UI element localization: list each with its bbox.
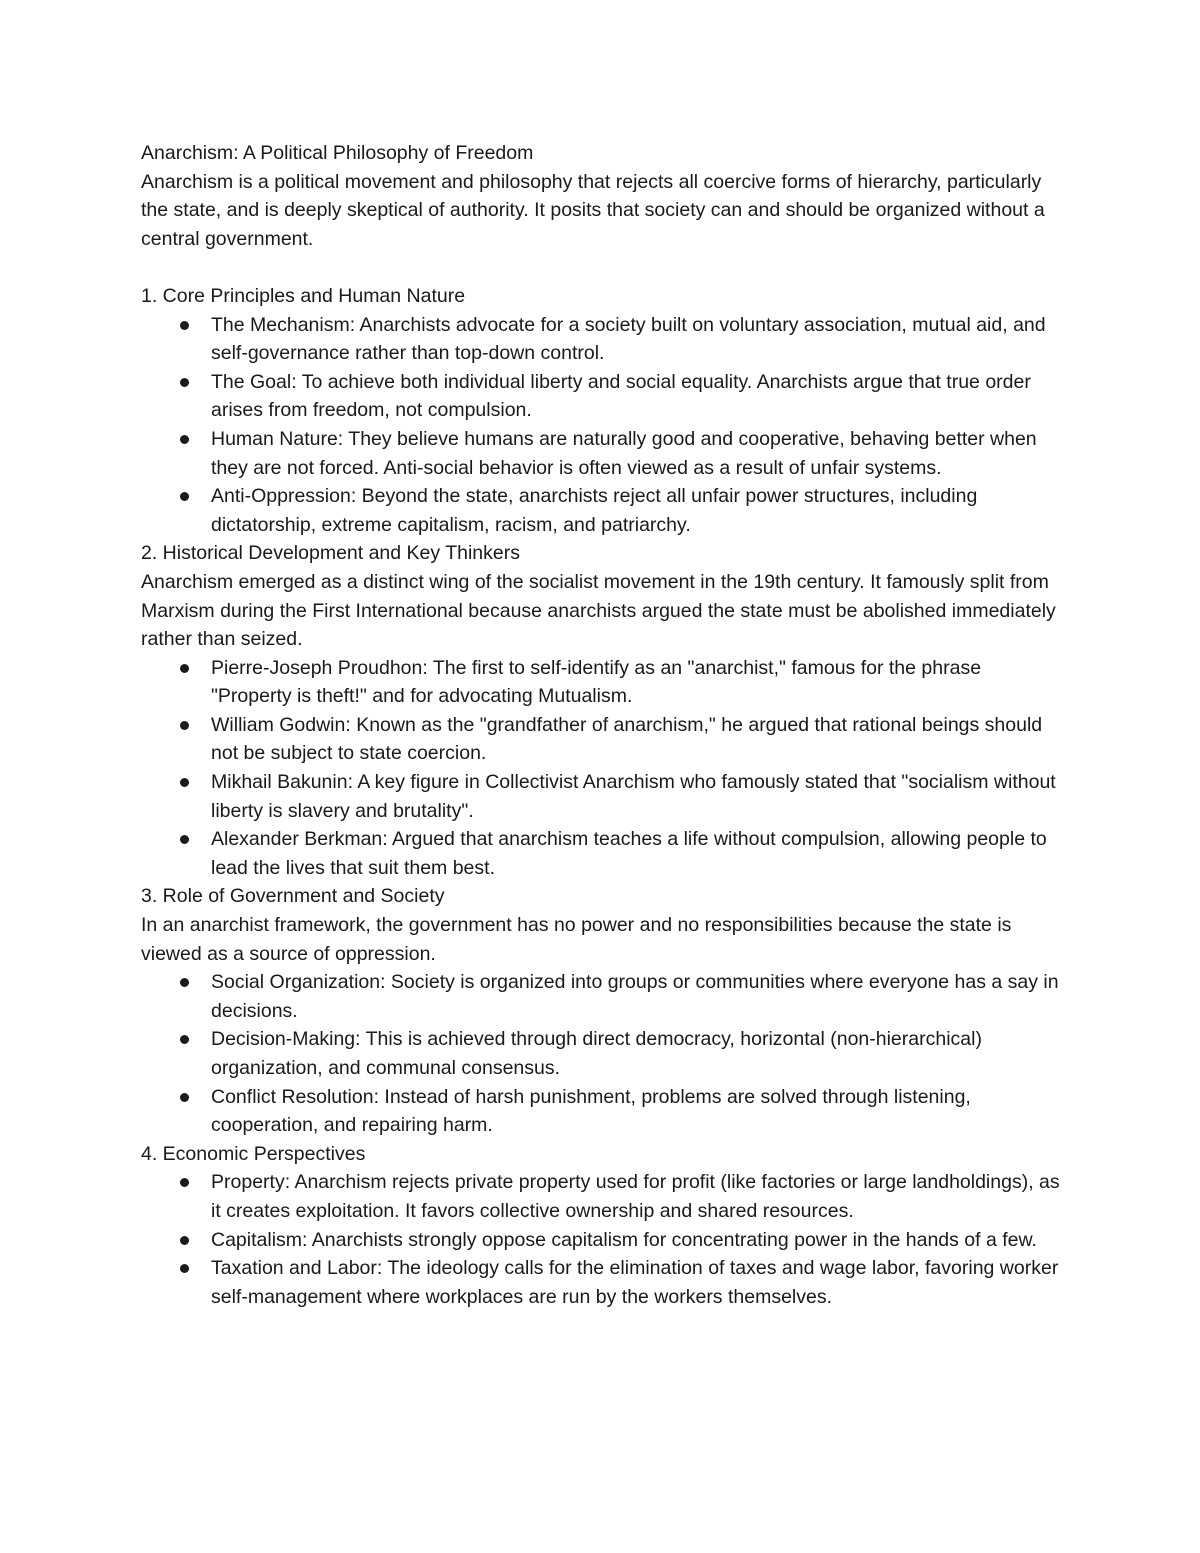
list-item-text: Pierre-Joseph Proudhon: The first to self-identify as an "anarchist," famous for the phrase "Property is theft!" and for advocating Mutualism.: [211, 656, 982, 708]
list-item-text: The Mechanism: Anarchists advocate for a society built on voluntary association, mutual aid, and self-governance rather than top-down control.: [211, 313, 1046, 365]
list-item-text: Taxation and Labor: The ideology calls for the elimination of taxes and wage labor, favoring worker self-management where workplaces are run by the workers themselves.: [211, 1257, 1059, 1308]
bullet-list: [141, 311, 1066, 540]
list-item-text: Social Organization: Society is organized into groups or communities where everyone has a say in decisions.: [211, 971, 1059, 1022]
bullet-icon: [180, 378, 189, 387]
list-item-text: Property: Anarchism rejects private property used for profit (like factories or large landholdings), as it creates exploitation. It favors collective ownership and shared resources.: [211, 1171, 1060, 1222]
section-paragraph: In an anarchist framework, the government has no power and no responsibilities because the state is viewed as a source of oppression.: [141, 914, 1012, 965]
section-heading: 2. Historical Development and Key Thinkers: [141, 542, 520, 565]
bullet-icon: [180, 664, 189, 673]
list-item-text: The Goal: To achieve both individual liberty and social equality. Anarchists argue that true order arises from freedom, not compulsion.: [211, 370, 1031, 422]
list-item-text: Conflict Resolution: Instead of harsh punishment, problems are solved through listening, cooperation, and repairing harm.: [211, 1085, 971, 1137]
bullet-icon: [180, 835, 189, 844]
section-paragraph: Anarchism emerged as a distinct wing of the socialist movement in the 19th century. It famously split from Marxism during the First International because anarchists argued the state must be abolished immediately rather than seized.: [141, 570, 1056, 651]
bullet-icon: [180, 1093, 189, 1102]
bullet-icon: [180, 721, 189, 730]
list-item-text: Anti-Oppression: Beyond the state, anarchists reject all unfair power structures, including dictatorship, extreme capitalism, racism, and patriarchy.: [211, 485, 978, 536]
list-item: [211, 654, 1066, 711]
bullet-icon: [180, 321, 189, 330]
list-item: [211, 368, 1066, 425]
bullet-icon: [180, 1264, 189, 1273]
list-item: [211, 1226, 1066, 1255]
list-item-text: Mikhail Bakunin: A key figure in Collectivist Anarchism who famously stated that "socialism without liberty is slavery and brutality".: [211, 771, 1056, 822]
bullet-list: [141, 968, 1066, 1140]
list-item: [211, 311, 1066, 368]
list-item-text: Capitalism: Anarchists strongly oppose capitalism for concentrating power in the hands of a few.: [211, 1228, 1037, 1251]
bullet-icon: [180, 492, 189, 501]
list-item: [211, 1254, 1066, 1311]
section-heading: 3. Role of Government and Society: [141, 885, 445, 908]
section-heading: 4. Economic Perspectives: [141, 1142, 366, 1165]
spacer: [141, 253, 1066, 282]
document-title: Anarchism: A Political Philosophy of Freedom: [141, 142, 534, 164]
list-item-text: Human Nature: They believe humans are naturally good and cooperative, behaving better when they are not forced. Anti-social behavior is often viewed as a result of unfair systems.: [211, 427, 1037, 479]
intro-paragraph: Anarchism is a political movement and philosophy that rejects all coercive forms of hierarchy, particularly the state, and is deeply skeptical of authority. It posits that society can and should be organized without a central government.: [141, 170, 1045, 250]
list-item-text: Alexander Berkman: Argued that anarchism teaches a life without compulsion, allowing people to lead the lives that suit them best.: [211, 828, 1047, 879]
list-item: [211, 1083, 1066, 1140]
bullet-icon: [180, 978, 189, 987]
list-item: [211, 968, 1066, 1025]
list-item: [211, 1025, 1066, 1082]
bullet-list: [141, 654, 1066, 883]
bullet-list: [141, 1168, 1066, 1311]
list-item-text: Decision-Making: This is achieved through direct democracy, horizontal (non-hierarchical) organization, and communal consensus.: [211, 1028, 982, 1079]
list-item: [211, 425, 1066, 482]
bullet-icon: [180, 1035, 189, 1044]
document-page: [141, 139, 1066, 1311]
bullet-icon: [180, 1178, 189, 1187]
list-item: [211, 825, 1066, 882]
list-item-text: William Godwin: Known as the "grandfather of anarchism," he argued that rational beings should not be subject to state coercion.: [211, 713, 1043, 765]
bullet-icon: [180, 778, 189, 787]
bullet-icon: [180, 1236, 189, 1245]
bullet-icon: [180, 435, 189, 444]
list-item: [211, 1168, 1066, 1225]
list-item: [211, 482, 1066, 539]
list-item: [211, 711, 1066, 768]
section-heading: 1. Core Principles and Human Nature: [141, 284, 466, 307]
list-item: [211, 768, 1066, 825]
